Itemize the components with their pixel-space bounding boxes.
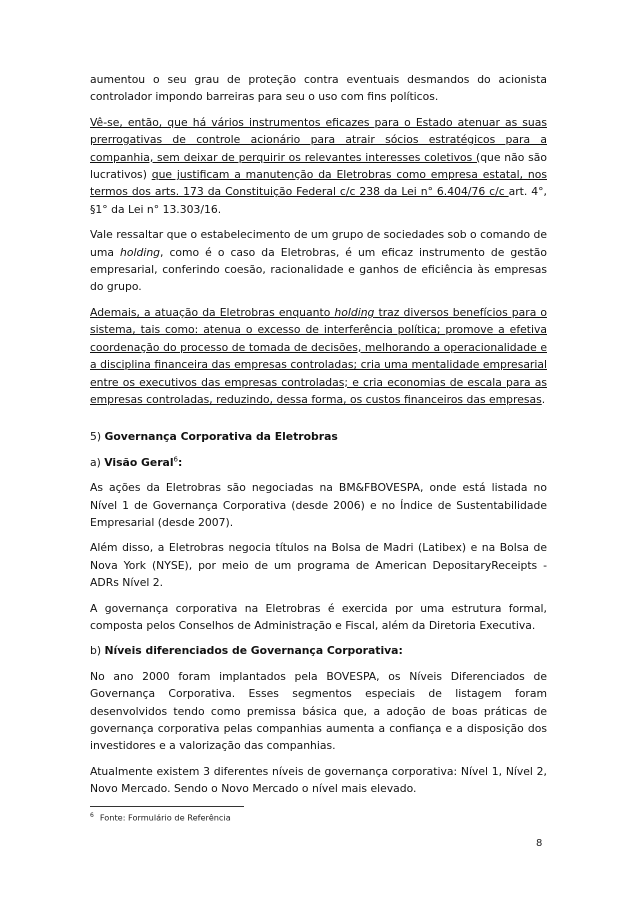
paragraph-4: Ademais, a atuação da Eletrobras enquanto holding traz diversos benefícios para o sistema, tais como: atenua o excesso de interferência política; promove a efetiva coordenação do processo de tomada de decisões, melhorando a operacionalidade e a disciplina financeira das empresas controladas; cria uma mentalidade empresarial entre os executivos das empresas controladas; e cria economias de escala para as empresas controladas, reduzindo, dessa forma, os custos financeiros das empresas.	[90, 305, 547, 406]
paragraph-7: A governança corporativa na Eletrobras é exercida por uma estrutura formal, composta pelos Conselhos de Administração e Fiscal, além da Diretoria Executiva.	[90, 601, 547, 632]
page-body	[90, 71, 547, 806]
subsection-heading-a: a) Visão Geral$^6$:	[90, 455, 183, 469]
underlined-text: Vê-se, então, que há vários instrumentos eficazes para o Estado atenuar as suas prerrogativas de controle acionário para atrair sócios estratégicos para a companhia, sem deixar de perquirir os relevantes interesses coletivos (	[90, 115, 547, 164]
paragraph-2: Vê-se, então, que há vários instrumentos eficazes para o Estado atenuar as suas prerrogativas de controle acionário para atrair sócios estratégicos para a companhia, sem deixar de perquirir os relevantes interesses coletivos (que não são lucrativos) que justificam a manutenção da Eletrobras como empresa estatal, nos termos dos arts. 173 da Constituição Federal c/c 238 da Lei n° 6.404/76 c/c art. 4°, §1° da Lei n° 13.303/16.	[90, 115, 547, 216]
page-number: 8	[536, 838, 543, 849]
footnote-text: Fonte: Formulário de Referência	[99, 812, 231, 823]
italic-term: holding	[120, 245, 161, 259]
underlined-text: traz diversos benefícios para o sistema, tais como: atenua o excesso de interferência política; promove a efetiva coordenação do processo de tomada de decisões, melhorando a operacionalidade e a disciplina financeira das empresas controladas; cria uma mentalidade empresarial entre os executivos das empresas controladas; e cria economias de escala para as empresas controladas, reduzindo, dessa forma, os custos financeiros das empresas	[90, 305, 547, 406]
paragraph-5: As ações da Eletrobras são negociadas na BM&FBOVESPA, onde está listada no Nível 1 de Governança Corporativa (desde 2006) e no Índice de Sustentabilidade Empresarial (desde 2007).	[90, 481, 547, 529]
underlined-text: Ademais, a atuação da Eletrobras enquanto	[90, 305, 335, 319]
paragraph-9: Atualmente existem 3 diferentes níveis de governança corporativa: Nível 1, Nível 2, Novo Mercado. Sendo o Novo Mercado o nível mais elevado.	[90, 764, 547, 796]
footnote-number: 6	[90, 812, 94, 819]
italic-term: holding	[334, 305, 375, 319]
underlined-text: que justificam a manutenção da Eletrobras como empresa estatal, nos termos dos arts. 173 da Constituição Federal c/c 238 da Lei n° 6.404/76 c/c	[90, 168, 547, 199]
footnote-divider	[90, 806, 244, 807]
paragraph-3: Vale ressaltar que o estabelecimento de um grupo de sociedades sob o comando de uma holding, como é o caso da Eletrobras, é um eficaz instrumento de gestão empresarial, conferindo coesão, racionalidade e ganhos de eficiência às empresas do grupo.	[90, 228, 547, 294]
paragraph-8: No ano 2000 foram implantados pela BOVESPA, os Níveis Diferenciados de Governança Corporativa. Esses segmentos especiais de listagem foram desenvolvidos tendo como premissa básica que, a adoção de boas práticas de governança corporativa pelas companhias aumenta a confiança e a disposição dos investidores e a valorização das companhias.	[90, 669, 547, 753]
section-heading-5: 5) Governança Corporativa da Eletrobras	[90, 430, 338, 444]
subsection-heading-b: b) Níveis diferenciados de Governança Corporativa:	[90, 644, 403, 658]
footnote-ref[interactable]: 6	[173, 455, 178, 464]
paragraph-6: Além disso, a Eletrobras negocia títulos na Bolsa de Madri (Latibex) e na Bolsa de Nova York (NYSE), por meio de um programa de American DepositaryReceipts - ADRs Nível 2.	[90, 541, 547, 590]
paragraph-1: aumentou o seu grau de proteção contra eventuais desmandos do acionista controlador impondo barreiras para seu o uso com fins políticos.	[90, 73, 547, 104]
footnote	[90, 812, 231, 823]
